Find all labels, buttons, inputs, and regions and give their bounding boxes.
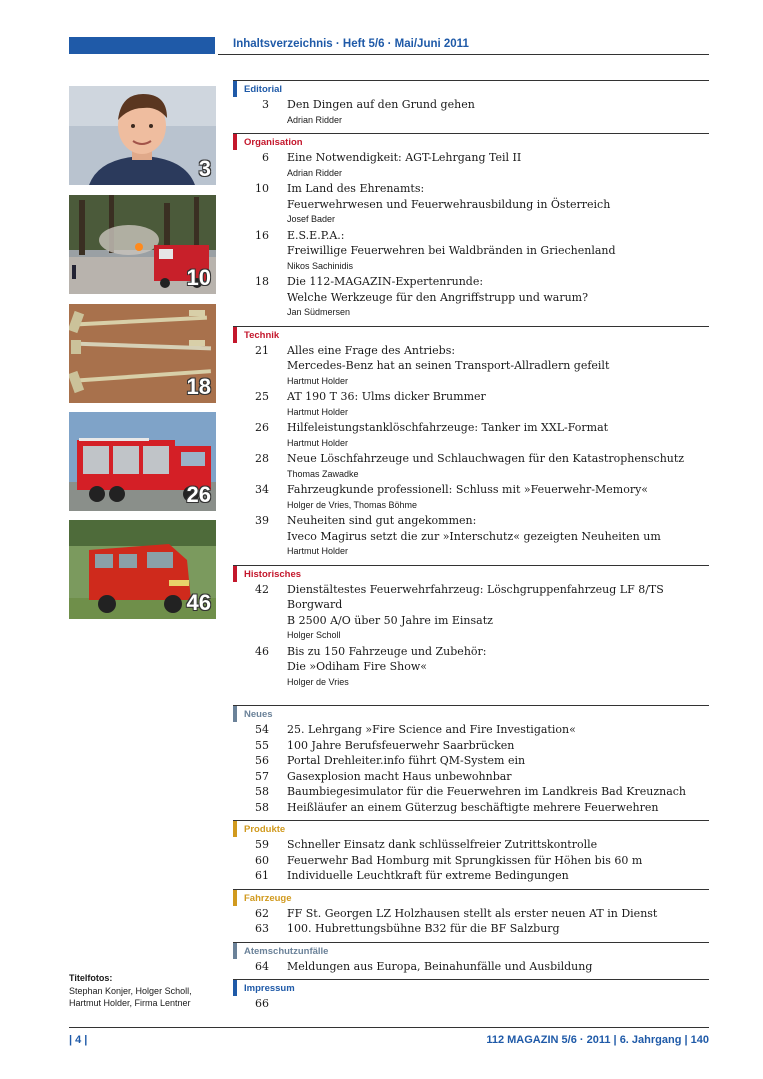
entry-title: Hilfeleistungstanklöschfahrzeuge: Tanker im XXL-Format xyxy=(287,421,609,434)
entry-page-number: 10 xyxy=(255,182,269,195)
section-title: Neues xyxy=(244,709,273,720)
entry-title: Feuerwehr Bad Homburg mit Sprungkissen für Höhen bis 60 m xyxy=(287,853,643,867)
entry-page-number: 61 xyxy=(255,869,269,882)
entry-title: Gasexplosion macht Haus unbewohnbar xyxy=(287,769,512,783)
entry-page-number: 18 xyxy=(255,275,269,288)
entry-author: Hartmut Holder xyxy=(287,375,349,386)
section-title: Impressum xyxy=(244,983,295,994)
entry-title: Neuheiten sind gut angekommen: xyxy=(287,514,477,527)
section-title: Technik xyxy=(244,329,280,341)
entry-title: Im Land des Ehrenamts: xyxy=(287,182,425,195)
section-marker xyxy=(233,134,237,150)
entry-title: Neue Löschfahrzeuge und Schlauchwagen für den Katastrophenschutz xyxy=(287,452,685,465)
section-marker xyxy=(233,706,237,722)
entry-page-number: 62 xyxy=(255,906,269,920)
entry-page-number: 54 xyxy=(255,723,269,736)
entry-title: 100 Jahre Berufsfeuerwehr Saarbrücken xyxy=(287,738,515,752)
entry-title-empty xyxy=(287,996,709,1012)
entry-title: Iveco Magirus setzt die zur »Interschutz« gezeigten Neuheiten um xyxy=(287,529,661,543)
entry-author: Holger Scholl xyxy=(287,630,341,640)
photo-number: 3 xyxy=(198,156,211,181)
section-header xyxy=(233,565,709,582)
entry-title: Portal Drehleiter.info führt QM-System ein xyxy=(287,754,526,767)
section-marker xyxy=(233,890,237,906)
toc-section xyxy=(233,705,709,815)
entry-page-number: 6 xyxy=(262,151,269,164)
toc-entry[interactable] xyxy=(233,784,709,800)
entry-page-number: 63 xyxy=(255,922,269,935)
entry-title: 100. Hubrettungsbühne B32 für die BF Salzburg xyxy=(287,922,560,935)
entry-page-number: 3 xyxy=(262,98,269,111)
section-title: Editorial xyxy=(244,84,283,95)
toc-entry[interactable] xyxy=(233,274,709,321)
entry-author: Josef Bader xyxy=(287,214,336,224)
photo-forest-fire xyxy=(69,195,216,294)
entry-page-number: 21 xyxy=(255,343,269,357)
toc-entry[interactable] xyxy=(233,959,709,975)
entry-title: AT 190 T 36: Ulms dicker Brummer xyxy=(287,390,486,403)
entry-title: Die »Odiham Fire Show« xyxy=(287,660,428,673)
toc-entry[interactable] xyxy=(233,582,709,644)
section-header xyxy=(233,889,709,906)
entry-title: Die 112-MAGAZIN-Expertenrunde: xyxy=(287,275,484,288)
toc-entry[interactable] xyxy=(233,769,709,785)
entry-title: Dienstältestes Feuerwehrfahrzeug: Löschgruppenfahrzeug LF 8/TS Borgward xyxy=(287,582,664,611)
entry-title: 25. Lehrgang »Fire Science and Fire Investigation« xyxy=(287,723,576,736)
entry-title: Heißläufer an einem Güterzug beschäftigte mehrere Feuerwehren xyxy=(287,800,659,814)
toc-entry[interactable] xyxy=(233,451,709,482)
toc-entry[interactable] xyxy=(233,482,709,513)
entry-author: Holger de Vries, Thomas Böhme xyxy=(287,499,418,510)
toc-entry[interactable] xyxy=(233,420,709,451)
toc-section xyxy=(233,820,709,884)
section-marker xyxy=(233,81,237,97)
toc-entry[interactable] xyxy=(233,921,709,937)
photo-number: 18 xyxy=(186,374,211,399)
photo-portrait xyxy=(69,86,216,185)
footer-separator: | xyxy=(684,1034,688,1046)
entry-author: Hartmut Holder xyxy=(287,437,349,448)
entry-author: Thomas Zawadke xyxy=(287,468,359,479)
section-marker xyxy=(233,566,237,582)
toc-entry[interactable] xyxy=(233,343,709,390)
footer-rule xyxy=(69,1027,709,1028)
photo-vintage-van xyxy=(69,520,216,619)
footer-separator: | xyxy=(613,1034,617,1046)
entry-author: Adrian Ridder xyxy=(287,114,343,125)
section-title: Historisches xyxy=(244,568,302,580)
toc-section xyxy=(233,80,709,128)
entry-page-number: 58 xyxy=(255,785,269,798)
entry-page-number: 34 xyxy=(255,483,269,496)
header-color-bar xyxy=(69,37,215,54)
entry-page-number: 25 xyxy=(255,390,269,403)
toc-entry[interactable] xyxy=(233,906,709,922)
toc-section xyxy=(233,565,709,691)
footer-magazine-name: 112 MAGAZIN xyxy=(486,1034,559,1046)
cover-photo-credits xyxy=(69,972,219,1010)
entry-title: Meldungen aus Europa, Beinahunfälle und Ausbildung xyxy=(287,959,593,973)
toc-section xyxy=(233,942,709,975)
toc-entry[interactable] xyxy=(233,181,709,228)
credits-line-2: Hartmut Holder, Firma Lentner xyxy=(69,998,191,1008)
toc-entry[interactable] xyxy=(233,97,709,128)
toc-entry[interactable] xyxy=(233,868,709,884)
toc-entry[interactable] xyxy=(233,150,709,181)
section-title: Organisation xyxy=(244,137,303,148)
footer-volume: 6. Jahrgang xyxy=(619,1034,682,1046)
entry-page-number: 46 xyxy=(255,644,269,658)
section-header xyxy=(233,326,709,343)
table-of-contents xyxy=(233,80,709,1012)
entry-title: Individuelle Leuchtkraft für extreme Bedingungen xyxy=(287,869,569,882)
photo-tools xyxy=(69,304,216,403)
entry-author: Jan Südmersen xyxy=(287,307,351,317)
entry-title: Den Dingen auf den Grund gehen xyxy=(287,98,475,111)
toc-section xyxy=(233,979,709,1012)
toc-section xyxy=(233,326,709,560)
entry-page-number: 42 xyxy=(255,582,269,596)
section-title: Atemschutzunfälle xyxy=(244,945,329,957)
photo-number: 26 xyxy=(186,482,211,507)
photo-fire-truck xyxy=(69,412,216,511)
section-marker xyxy=(233,943,237,959)
section-header xyxy=(233,820,709,837)
toc-entry[interactable] xyxy=(233,996,709,1012)
toc-entry[interactable] xyxy=(233,513,709,560)
section-marker xyxy=(233,821,237,837)
section-marker xyxy=(233,980,237,996)
footer-total-page: 140 xyxy=(690,1034,709,1046)
entry-title: Welche Werkzeuge für den Angriffstrupp und warum? xyxy=(287,290,589,304)
entry-author: Adrian Ridder xyxy=(287,167,343,178)
entry-title: Fahrzeugkunde professionell: Schluss mit »Feuerwehr-Memory« xyxy=(287,483,649,496)
entry-author: Hartmut Holder xyxy=(287,546,349,556)
toc-entry[interactable] xyxy=(233,853,709,869)
entry-title: Eine Notwendigkeit: AGT-Lehrgang Teil II xyxy=(287,151,522,164)
entry-title: Baumbiegesimulator für die Feuerwehren im Landkreis Bad Kreuznach xyxy=(287,785,687,798)
footer-issue-info xyxy=(486,1034,709,1046)
section-header xyxy=(233,80,709,97)
entry-page-number: 56 xyxy=(255,754,269,767)
toc-entry[interactable] xyxy=(233,800,709,816)
entry-author: Hartmut Holder xyxy=(287,406,349,417)
entry-author: Nikos Sachinidis xyxy=(287,260,354,271)
portrait-image xyxy=(69,86,216,185)
entry-title: Freiwillige Feuerwehren bei Waldbränden in Griechenland xyxy=(287,244,616,257)
footer-issue: 5/6 · 2011 xyxy=(561,1034,611,1046)
photo-number: 46 xyxy=(186,590,211,615)
section-header xyxy=(233,942,709,959)
page-title: Inhaltsverzeichnis · Heft 5/6 · Mai/Juni 2011 xyxy=(233,38,469,50)
credits-line-1: Stephan Konjer, Holger Scholl, xyxy=(69,985,192,996)
entry-title: B 2500 A/O über 50 Jahre im Einsatz xyxy=(287,613,493,627)
entry-title: Feuerwehrwesen und Feuerwehrausbildung in Österreich xyxy=(287,197,611,211)
footer-page-number: | 4 | xyxy=(69,1034,88,1046)
entry-title: E.S.E.P.A.: xyxy=(287,228,345,242)
entry-page-number: 16 xyxy=(255,228,269,242)
entry-page-number: 60 xyxy=(255,853,269,867)
toc-entry[interactable] xyxy=(233,738,709,754)
entry-page-number: 57 xyxy=(255,769,269,783)
toc-entry[interactable] xyxy=(233,389,709,420)
entry-page-number: 39 xyxy=(255,514,269,527)
entry-title: Schneller Einsatz dank schlüsselfreier Zutrittskontrolle xyxy=(287,838,598,851)
section-title: Produkte xyxy=(244,824,286,835)
entry-title: Mercedes-Benz hat an seinen Transport-Allradlern gefeilt xyxy=(287,359,610,372)
toc-entry[interactable] xyxy=(233,753,709,769)
toc-entry[interactable] xyxy=(233,228,709,275)
entry-page-number: 58 xyxy=(255,800,269,814)
toc-section xyxy=(233,133,709,321)
toc-entry[interactable] xyxy=(233,722,709,738)
credits-label: Titelfotos: xyxy=(69,973,113,983)
toc-section xyxy=(233,889,709,937)
entry-page-number: 28 xyxy=(255,452,269,465)
section-marker xyxy=(233,327,237,343)
section-title: Fahrzeuge xyxy=(244,892,292,904)
entry-author: Holger de Vries xyxy=(287,676,349,687)
entry-title: FF St. Georgen LZ Holzhausen stellt als erster neuen AT in Dienst xyxy=(287,906,658,920)
section-header xyxy=(233,705,709,722)
entry-title: Bis zu 150 Fahrzeuge und Zubehör: xyxy=(287,644,487,658)
toc-entry[interactable] xyxy=(233,837,709,853)
entry-page-number: 59 xyxy=(255,838,269,851)
section-header xyxy=(233,133,709,150)
header-rule xyxy=(218,54,709,55)
entry-title: Alles eine Frage des Antriebs: xyxy=(287,343,456,357)
entry-page-number: 66 xyxy=(255,997,269,1010)
entry-page-number: 55 xyxy=(255,738,269,752)
toc-entry[interactable] xyxy=(233,644,709,691)
photo-number: 10 xyxy=(186,265,211,290)
section-header xyxy=(233,979,709,996)
entry-page-number: 64 xyxy=(255,959,269,973)
entry-page-number: 26 xyxy=(255,421,269,434)
